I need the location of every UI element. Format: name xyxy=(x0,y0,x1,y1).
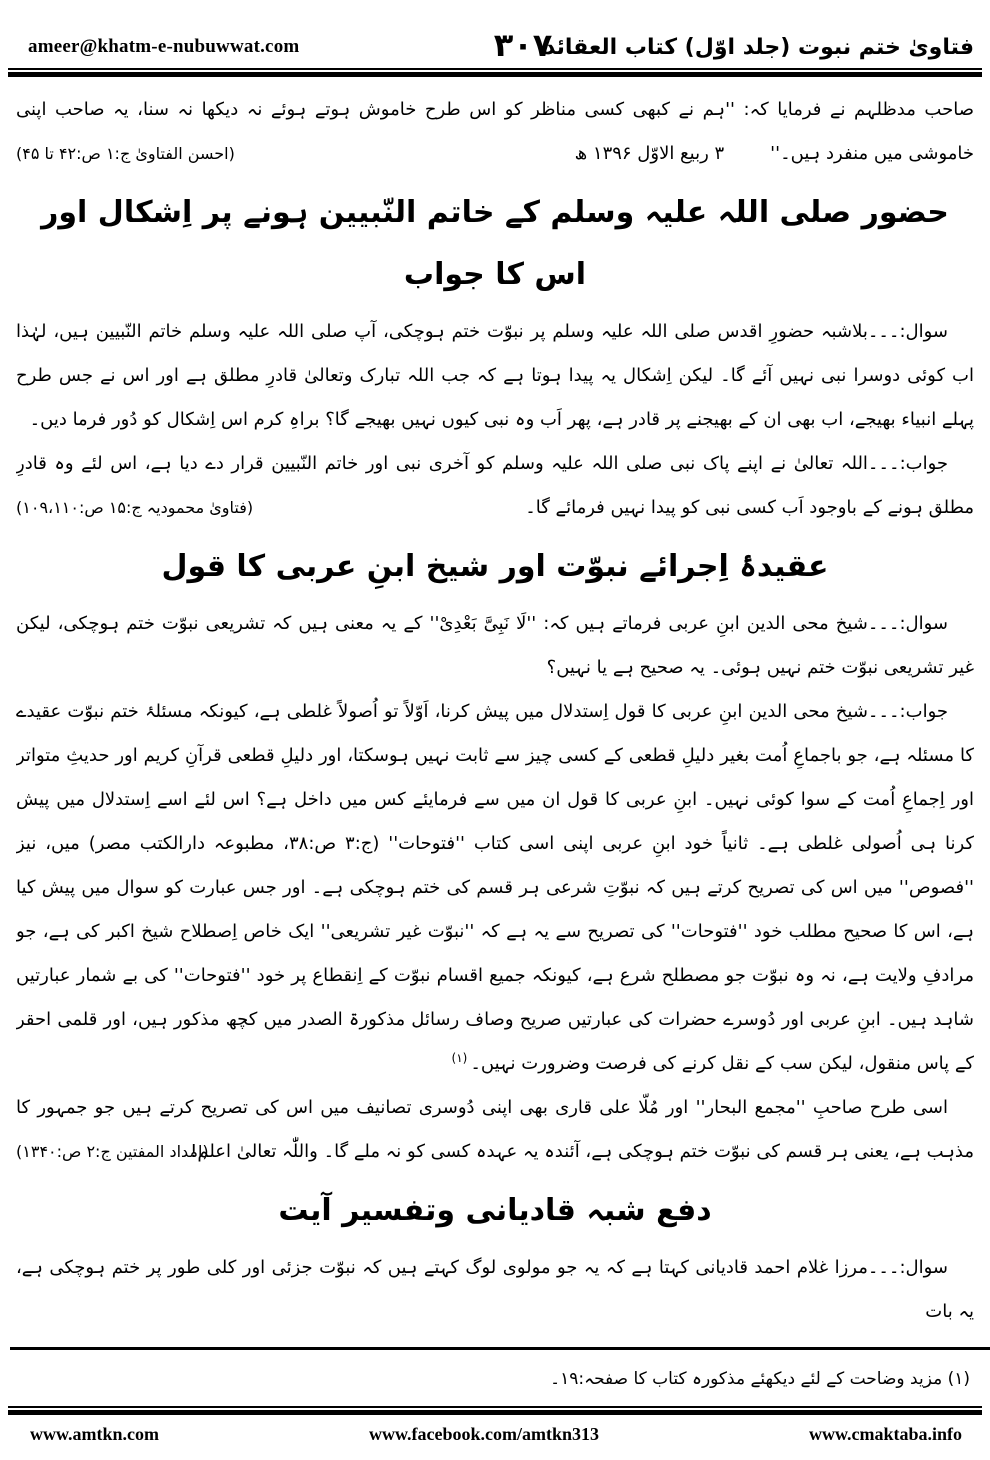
reference-ahsan-ul-fatawa: (احسن الفتاویٰ ج:۱ ص:۴۲ تا ۴۵) xyxy=(16,144,235,163)
footer-divider xyxy=(8,1406,982,1415)
paragraph-quote-text: صاحب مدظلہم نے فرمایا کہ: ''ہم نے کبھی کسی مناظر کو اس طرح خاموش ہوتے ہوئے نہ دیکھا نہ سنا، یہ صاحب اپنی خاموشی میں منفرد ہیں۔'' xyxy=(16,99,974,164)
reference-imdad-ul-muftin: (امداد المفتین ج:۲ ص:۱۳۴۰) xyxy=(16,1142,209,1161)
footer-facebook-url: www.facebook.com/amtkn313 xyxy=(368,1424,599,1444)
reference-fatawa-mahmoodia: (فتاویٰ محمودیہ ج:۱۵ ص:۱۰۹،۱۱۰) xyxy=(16,498,254,517)
question-paragraph-1: سوال:۔۔۔بلاشبہ حضورِ اقدس صلی اللہ علیہ وسلم پر نبوّت ختم ہوچکی، آپ صلی اللہ علیہ وسلم خاتم النّبیین ہیں، لہٰذا اب کوئی دوسرا نبی نہیں آئے گا۔ لیکن اِشکال یہ پیدا ہوتا ہے کہ جب اللہ تبارک وتعالیٰ قادرِ مطلق ہے اور اس نے جس طرح پہلے انبیاء بھیجے، اب بھی ان کے بھیجنے پر قادر ہے، پھر اَب وہ نبی کیوں نہیں بھیجے گا؟ براہِ کرم اس اِشکال کو دُور فرما دیں۔ xyxy=(16,321,974,430)
footer-website-url: www.amtkn.com xyxy=(30,1424,159,1444)
page-body xyxy=(16,88,974,1340)
page-footer xyxy=(30,1424,962,1445)
footnote-text: (۱) مزید وضاحت کے لئے دیکھئے مذکورہ کتاب کا صفحہ:۱۹۔ xyxy=(550,1369,970,1389)
question-paragraph-3: سوال:۔۔۔مرزا غلام احمد قادیانی کہتا ہے کہ یہ جو مولوی لوگ کہتے ہیں کہ نبوّت جزئی اور کلی طور پر ختم ہوچکی ہے، یہ بات xyxy=(16,1257,974,1322)
answer-paragraph-1 xyxy=(16,442,974,530)
contact-email-text: ameer@khatm-e-nubuwwat.com xyxy=(28,36,300,57)
answer-paragraph-2 xyxy=(16,690,974,1086)
section-heading-khatam-un-nabiyyin-ishkal: حضور صلی اللہ علیہ وسلم کے خاتم النّبیین ہونے پر اِشکال اور اس کا جواب xyxy=(41,195,949,292)
page-number: ۳۰۷ xyxy=(493,26,553,64)
paragraph-majma-text: اسی طرح صاحبِ ''مجمع البحار'' اور مُلّا علی قاری بھی اپنی دُوسری تصانیف میں اس کی تصریح کرتے ہیں جو جمہور کا مذہب ہے، یعنی ہر قسم کی نبوّت ختم ہوچکی ہے، آئندہ یہ عہدہ کسی کو نہ ملے گا۔ واللّٰہ تعالیٰ اعلم! xyxy=(16,1097,974,1162)
footnote-divider xyxy=(10,1347,990,1350)
section-heading-ijra-e-nubuwwat: عقیدۂ اِجرائے نبوّت اور شیخ ابنِ عربی کا قول xyxy=(161,549,829,584)
question-paragraph-2: سوال:۔۔۔شیخ محی الدین ابنِ عربی فرماتے ہیں کہ: ''لَا نَبِیَّ بَعْدِیْ'' کے یہ معنی ہیں کہ تشریعی نبوّت ختم ہوچکی، لیکن غیر تشریعی نبوّت ختم نہیں ہوئی۔ یہ صحیح ہے یا نہیں؟ xyxy=(16,613,974,678)
section-heading-dafa-shubah-qadiani: دفع شبہ قادیانی وتفسیر آیت xyxy=(278,1193,712,1228)
paragraph-majma-ul-bihar xyxy=(16,1086,974,1174)
page-header xyxy=(28,12,974,64)
footnote-marker: (۱) xyxy=(451,1051,468,1065)
answer-2-text: جواب:۔۔۔شیخ محی الدین ابنِ عربی کا قول اِستدلال میں پیش کرنا، اَوّلاً تو اُصولاً غلطی ہے، کیونکہ مسئلۂ ختم نبوّت عقیدے کا مسئلہ ہے، جو باجماعِ اُمت بغیر دلیلِ قطعی کے کسی چیز سے ثابت نہیں ہوسکتا، اور دلیلِ قطعی قرآنِ کریم اور حدیثِ متواتر اور اِجماعِ اُمت کے سوا کوئی نہیں۔ ابنِ عربی کا قول ان میں سے فرمایئے کس میں داخل ہے؟ اس لئے اسے اِستدلال میں پیش کرنا ہی اُصولی غلطی ہے۔ ثانیاً خود ابنِ عربی اپنی اسی کتاب ''فتوحات'' (ج:۳ ص:۳۸، مطبوعہ دارالکتب مصر) میں، نیز ''فصوص'' میں اس کی تصریح کرتے ہیں کہ نبوّتِ شرعی ہر قسم کی ختم ہوچکی ہے۔ اور جس عبارت کو سوال میں پیش کیا ہے، اس کا صحیح مطلب خود ''فتوحات'' کی تصریح سے یہ ہے کہ ''نبوّت غیر تشریعی'' ایک خاص اِصطلاح شیخ اکبر کی ہے، جو مرادفِ ولایت ہے، نہ وہ نبوّت جو مصطلح شرع ہے، کیونکہ جمیع اقسام نبوّت کے اِنقطاع پر خود ''فتوحات'' کی بے شمار عبارتیں شاہد ہیں۔ ابنِ عربی اور دُوسرے حضرات کی عبارتیں صریح وصاف رسائل مذکورۃ الصدر میں کچھ مذکور ہیں، اور قلمی احقر کے پاس منقول، لیکن سب کے نقل کرنے کی فرصت وضرورت نہیں۔ xyxy=(16,701,974,1074)
footer-maktaba-url: www.cmaktaba.info xyxy=(808,1424,962,1444)
answer-1-text: جواب:۔۔۔اللہ تعالیٰ نے اپنے پاک نبی صلی اللہ علیہ وسلم کو آخری نبی اور خاتم النّبیین قرار دے دیا ہے، اس لئے وہ قادرِ مطلق ہونے کے باوجود اَب کسی نبی کو پیدا نہیں فرمائے گا۔ xyxy=(16,453,974,518)
date-text: ۳ ربیع الاوّل ۱۳۹۶ ھ xyxy=(574,143,725,164)
header-divider xyxy=(8,68,982,77)
book-title: فتاویٰ ختم نبوت (جلد اوّل) کتاب العقائد xyxy=(543,35,974,60)
paragraph-quote xyxy=(16,88,974,176)
